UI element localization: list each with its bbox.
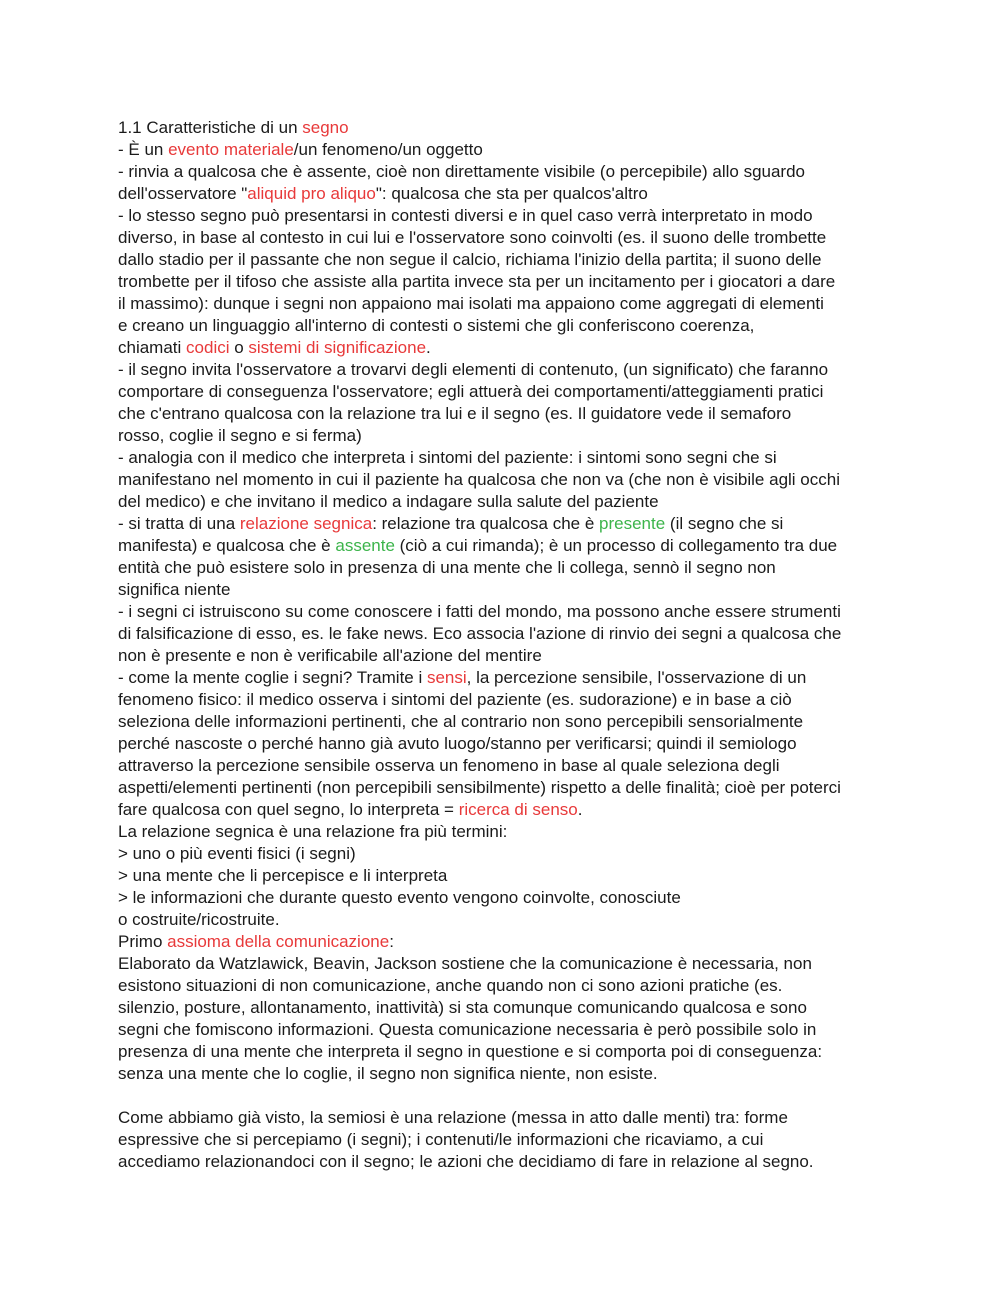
text-segment: Come abbiamo già visto, la semiosi è una relazione (messa in atto dalle menti) tra: forme bbox=[118, 1108, 788, 1127]
highlighted-term: evento materiale bbox=[168, 140, 294, 159]
text-line bbox=[118, 1019, 898, 1041]
text-segment: - si tratta di una bbox=[118, 514, 240, 533]
text-line bbox=[118, 513, 898, 535]
text-segment: , la percezione sensibile, l'osservazione di un bbox=[466, 668, 807, 687]
text-line bbox=[118, 953, 898, 975]
text-line bbox=[118, 865, 898, 887]
text-segment: che c'entrano qualcosa con la relazione tra lui e il segno (es. Il guidatore vede il semaforo bbox=[118, 404, 792, 423]
text-line bbox=[118, 117, 898, 139]
text-line bbox=[118, 1063, 898, 1085]
text-line bbox=[118, 249, 898, 271]
text-segment: . bbox=[426, 338, 431, 357]
highlighted-term: sensi bbox=[426, 668, 467, 687]
highlighted-term: presente bbox=[599, 514, 666, 533]
text-line bbox=[118, 1129, 898, 1151]
text-segment: - come la mente coglie i segni? Tramite i bbox=[118, 668, 427, 687]
text-segment: /un fenomeno/un oggetto bbox=[293, 140, 483, 159]
text-segment: - lo stesso segno può presentarsi in contesti diversi e in quel caso verrà interpretato in modo bbox=[118, 206, 813, 225]
document-page bbox=[118, 117, 898, 1173]
text-line bbox=[118, 425, 898, 447]
text-line bbox=[118, 843, 898, 865]
text-line bbox=[118, 491, 898, 513]
text-segment: 1.1 Caratteristiche di un bbox=[118, 118, 303, 137]
text-segment: entità che può esistere solo in presenza di una mente che li collega, sennò il segno non bbox=[118, 558, 776, 577]
text-segment: chiamati bbox=[118, 338, 187, 357]
highlighted-term: ricerca di senso bbox=[458, 800, 578, 819]
text-line bbox=[118, 909, 898, 931]
text-segment: perché nascoste o perché hanno già avuto luogo/stanno per verificarsi; quindi il semiologo bbox=[118, 734, 797, 753]
text-segment: - rinvia a qualcosa che è assente, cioè non direttamente visibile (o percepibile) allo sguardo bbox=[118, 162, 805, 181]
text-segment: comportare di conseguenza l'osservatore; egli attuerà dei comportamenti/atteggiamenti pratici bbox=[118, 382, 824, 401]
text-segment: silenzio, posture, allontanamento, inattività) si sta comunque comunicando qualcosa e sono bbox=[118, 998, 807, 1017]
text-segment: (il segno che si bbox=[665, 514, 784, 533]
text-segment: di falsificazione di esso, es. le fake news. Eco associa l'azione di rinvio dei segni a qualcosa che bbox=[118, 624, 842, 643]
text-segment: : relazione tra qualcosa che è bbox=[372, 514, 600, 533]
text-line bbox=[118, 689, 898, 711]
text-line bbox=[118, 667, 898, 689]
text-segment: aspetti/elementi pertinenti (non percepibili sensibilmente) rispetto a delle finalità; cioè per poterci bbox=[118, 778, 841, 797]
highlighted-term: sistemi di significazione bbox=[248, 338, 427, 357]
text-segment: espressive che si percepiamo (i segni); i contenuti/le informazioni che ricaviamo, a cui bbox=[118, 1130, 764, 1149]
text-segment: manifestano nel momento in cui il paziente ha qualcosa che non va (che non è visibile agli occhi bbox=[118, 470, 840, 489]
text-line bbox=[118, 755, 898, 777]
text-segment: non è presente e non è verificabile all'azione del mentire bbox=[118, 646, 542, 665]
text-line bbox=[118, 403, 898, 425]
text-segment: diverso, in base al contesto in cui lui e l'osservatore sono coinvolti (es. il suono delle trombette bbox=[118, 228, 827, 247]
text-segment: : bbox=[389, 932, 394, 951]
text-segment: senza una mente che lo coglie, il segno non significa niente, non esiste. bbox=[118, 1064, 658, 1083]
highlighted-term: segno bbox=[302, 118, 349, 137]
blank-line bbox=[118, 1085, 898, 1107]
text-segment: o costruite/ricostruite. bbox=[118, 910, 280, 929]
text-line bbox=[118, 535, 898, 557]
text-line bbox=[118, 733, 898, 755]
text-segment: significa niente bbox=[118, 580, 231, 599]
text-line bbox=[118, 315, 898, 337]
text-segment: > uno o più eventi fisici (i segni) bbox=[118, 844, 356, 863]
text-line bbox=[118, 645, 898, 667]
text-line bbox=[118, 623, 898, 645]
text-line bbox=[118, 1041, 898, 1063]
text-segment: del medico) e che invitano il medico a indagare sulla salute del paziente bbox=[118, 492, 659, 511]
highlighted-term: aliquid pro aliquo bbox=[247, 184, 376, 203]
text-segment: - i segni ci istruiscono su come conoscere i fatti del mondo, ma possono anche essere strumenti bbox=[118, 602, 841, 621]
text-segment: ": qualcosa che sta per qualcos'altro bbox=[375, 184, 648, 203]
text-line bbox=[118, 777, 898, 799]
text-segment: seleziona delle informazioni pertinenti, che al contrario non sono percepibili sensorialmente bbox=[118, 712, 804, 731]
highlighted-term: relazione segnica bbox=[239, 514, 373, 533]
text-segment: trombette per il tifoso che assiste alla partita invece sta per un incitamento per i giocatori a dare bbox=[118, 272, 836, 291]
text-line bbox=[118, 161, 898, 183]
text-line bbox=[118, 711, 898, 733]
text-segment: accediamo relazionandoci con il segno; le azioni che decidiamo di fare in relazione al segno. bbox=[118, 1152, 814, 1171]
text-segment: il massimo): dunque i segni non appaiono mai isolati ma appaiono come aggregati di elementi bbox=[118, 294, 824, 313]
text-line bbox=[118, 997, 898, 1019]
text-segment: dell'osservatore " bbox=[118, 184, 248, 203]
text-line bbox=[118, 821, 898, 843]
highlighted-term: codici bbox=[186, 338, 230, 357]
text-line bbox=[118, 579, 898, 601]
text-segment: . bbox=[577, 800, 583, 819]
text-line bbox=[118, 359, 898, 381]
text-line bbox=[118, 205, 898, 227]
text-segment: esistono situazioni di non comunicazione, anche quando non ci sono azioni pratiche (es. bbox=[118, 976, 783, 995]
text-line bbox=[118, 183, 898, 205]
text-segment: Primo bbox=[118, 932, 168, 951]
text-line bbox=[118, 227, 898, 249]
text-segment: segni che fomiscono informazioni. Questa comunicazione necessaria è però possibile solo in bbox=[118, 1020, 817, 1039]
text-line bbox=[118, 1151, 898, 1173]
text-segment: - il segno invita l'osservatore a trovarvi degli elementi di contenuto, (un significato) che faranno bbox=[118, 360, 829, 379]
text-segment: e creano un linguaggio all'interno di contesti o sistemi che gli conferiscono coerenza, bbox=[118, 316, 755, 335]
text-segment: > una mente che li percepisce e li interpreta bbox=[118, 866, 448, 885]
text-line bbox=[118, 337, 898, 359]
text-line bbox=[118, 447, 898, 469]
text-segment: Elaborato da Watzlawick, Beavin, Jackson sostiene che la comunicazione è necessaria, non bbox=[118, 954, 812, 973]
text-segment: - analogia con il medico che interpreta i sintomi del paziente: i sintomi sono segni che si bbox=[118, 448, 777, 467]
text-line bbox=[118, 601, 898, 623]
text-line bbox=[118, 557, 898, 579]
text-segment: dallo stadio per il passante che non segue il calcio, richiama l'inizio della partita; il suono delle bbox=[118, 250, 822, 269]
text-line bbox=[118, 139, 898, 161]
text-segment: La relazione segnica è una relazione fra più termini: bbox=[118, 822, 508, 841]
text-segment: fare qualcosa con quel segno, lo interpreta = bbox=[118, 800, 459, 819]
highlighted-term: assioma della comunicazione bbox=[167, 932, 390, 951]
text-line bbox=[118, 799, 898, 821]
text-segment: - È un bbox=[118, 140, 169, 159]
text-line bbox=[118, 1107, 898, 1129]
text-segment: > le informazioni che durante questo evento vengono coinvolte, conosciute bbox=[118, 888, 681, 907]
text-segment: presenza di una mente che interpreta il segno in questione e si comporta poi di conseguenza: bbox=[118, 1042, 823, 1061]
text-line bbox=[118, 271, 898, 293]
text-segment: o bbox=[229, 338, 249, 357]
text-line bbox=[118, 469, 898, 491]
text-line bbox=[118, 381, 898, 403]
text-segment: (ciò a cui rimanda); è un processo di collegamento tra due bbox=[394, 536, 838, 555]
text-line bbox=[118, 975, 898, 997]
text-line bbox=[118, 931, 898, 953]
text-line bbox=[118, 887, 898, 909]
text-segment: rosso, coglie il segno e si ferma) bbox=[118, 426, 362, 445]
text-segment: manifesta) e qualcosa che è bbox=[118, 536, 336, 555]
text-segment: attraverso la percezione sensibile osserva un fenomeno in base al quale seleziona degli bbox=[118, 756, 780, 775]
text-segment: fenomeno fisico: il medico osserva i sintomi del paziente (es. sudorazione) e in base a ciò bbox=[118, 690, 792, 709]
highlighted-term: assente bbox=[335, 536, 395, 555]
text-line bbox=[118, 293, 898, 315]
